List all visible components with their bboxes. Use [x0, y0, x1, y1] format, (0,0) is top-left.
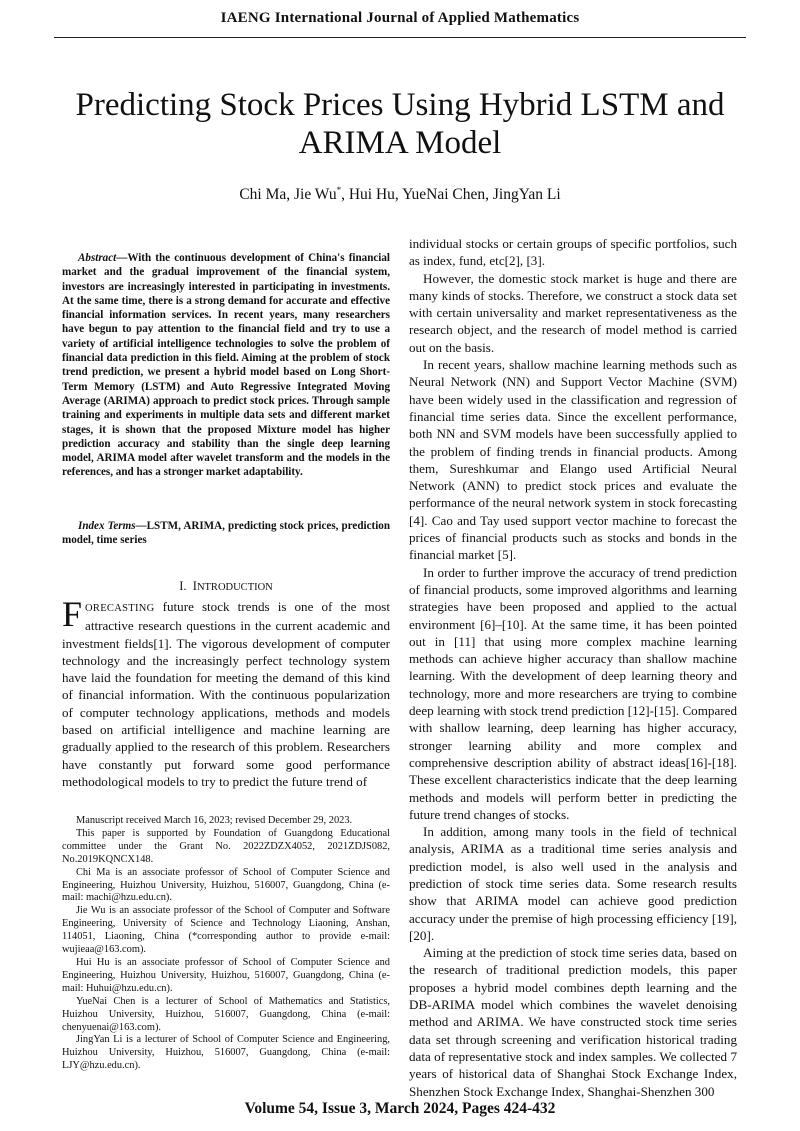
abstract-label: Abstract — [78, 252, 117, 264]
paragraph-hybrid-model: Aiming at the prediction of stock time series data, based on the research of traditional prediction models, this paper proposes a hybrid model combines depth learning and the DB-ARIMA model which combines the wavelet denoising method and ARIMA. We have constructed stock time series data set through screening and verification historical trading data of representative stock and index samples. We collected 7 years of historical data of Shanghai Stock Exchange Index, Shenzhen Stock Exchange Index, Shanghai-Shenzhen 300 — [409, 945, 737, 1099]
intro-smallcaps: ORECASTING — [85, 603, 155, 614]
footnote-rule — [62, 810, 390, 812]
intro-text: future stock trends is one of the most attractive research questions in the current academic and investment fields[1]. The vigorous development of computer technology and the increasingly perfect technology system have laid the foundation for meeting the demand of this kind of financial information. With the continuous popularization of computer technology applications, methods and models based on artificial intelligence and machine learning are gradually applied to the research of this problem. Researchers have constantly put forward some good performance methodological models to try to predict the future trend of — [62, 599, 390, 789]
corresponding-mark: * — [336, 185, 342, 195]
section-title-rest: NTRODUCTION — [196, 582, 273, 593]
section-numeral: I. — [179, 579, 187, 593]
index-terms — [62, 519, 390, 548]
footnotes — [62, 815, 390, 1073]
right-column — [409, 235, 737, 1100]
authors-rest: , Hui Hu, YueNai Chen, JingYan Li — [341, 186, 561, 204]
paragraph-shallow-ml: In recent years, shallow machine learning methods such as Neural Network (NN) and Support Vector Machine (SVM) have been widely used in the classification and regression of financial time series data. Since the excellent performance, both NN and SVM models have been successfully applied to the problem of finding trends in financial products. Among them, Sureshkumar and Elango used Artificial Neural Network (ANN) to predict stock prices and evaluate the performance of the neural network system in stock forecasting [4]. Cao and Tay used support vector machine to forecast the prices of financial products such as stocks and bonds in the financial market [5]. — [409, 357, 737, 563]
paragraph-market: However, the domestic stock market is huge and there are many kinds of stocks. Therefore, we construct a stock data set with certain universality and market representativeness as the research object, and the research of model method is carried out on the basis. — [409, 270, 737, 355]
footnote-yuenai-chen: YueNai Chen is a lecturer of School of Mathematics and Statistics, Huizhou University, Huizhou, 516007, Guangdong, China (e-mail: chenyuenai@163.com). — [62, 995, 390, 1033]
footnote-hui-hu: Hui Hu is an associate professor of School of Computer Science and Engineering, Huizhou University, Huizhou, 516007, Guangdong, China (e-mail: Huhui@hzu.edu.cn). — [62, 956, 390, 994]
abstract — [62, 251, 390, 480]
volume-footer: Volume 54, Issue 3, March 2024, Pages 424-432 — [244, 1100, 556, 1117]
footnote-jie-wu: Jie Wu is an associate professor of the School of Computer and Software Engineering, University of Science and Technology Liaoning, Anshan, 114051, Liaoning, China (*corresponding author to provide e-mail: wujieaa@163.com). — [62, 905, 390, 956]
footnote-received: Manuscript received March 16, 2023; revised December 29, 2023. — [76, 815, 353, 826]
author-list — [0, 185, 800, 204]
journal-header: IAENG International Journal of Applied Mathematics — [220, 10, 580, 26]
index-terms-text: —LSTM, ARIMA, predicting stock prices, prediction model, time series — [62, 520, 390, 547]
paragraph-continued: individual stocks or certain groups of specific portfolios, such as index, fund, etc[2], [3]. — [409, 236, 737, 269]
paragraph-deep-learning: In order to further improve the accuracy of trend prediction of financial products, some improved algorithms and learning strategies have been proposed and applied to the actual environment [6]–[10]. At the same time, it has been pointed out in [11] that using more complex machine learning methods can achieve higher accuracy than shallow machine learning. With the development of deep learning theory and technology, more and more researchers are trying to combine deep learning with stock trend prediction [12]-[15]. Compared with shallow learning, deep learning has higher accuracy, stronger learning ability and more complex and comprehensive description ability of abstract ideas[16]-[18]. These excellent characteristics indicate that the deep learning methods and models will perform better in predicting the future trend changes of stocks. — [409, 564, 737, 822]
section-initial: I — [192, 579, 197, 593]
footnote-support: This paper is supported by Foundation of Guangdong Educational committee under the Grant No. 2022ZDZX4052, 2021ZDJS082, No.2019KQNCX148. — [62, 827, 390, 865]
footnote-chi-ma: Chi Ma is an associate professor of School of Computer Science and Engineering, Huizhou University, Huizhou, 516007, Guangdong, China (e-mail: machi@hzu.edu.cn). — [62, 866, 390, 904]
section-heading-introduction — [62, 579, 390, 594]
paper-title: Predicting Stock Prices Using Hybrid LSTM and ARIMA Model — [75, 87, 725, 161]
drop-cap: F — [62, 594, 83, 634]
footnote-jingyan-li: JingYan Li is a lecturer of School of Computer Science and Engineering, Huizhou University, Huizhou, 516007, Guangdong, China (e-mail: LJY@hzu.edu.cn). — [62, 1034, 390, 1072]
header-rule — [54, 37, 746, 38]
index-terms-label: Index Terms — [78, 520, 136, 532]
authors-first: Chi Ma, Jie Wu — [239, 186, 337, 204]
introduction-paragraph — [62, 594, 390, 790]
abstract-text: —With the continuous development of China's financial market and the gradual improvement of the financial system, investors are increasingly interested in participating in investments. At the same time, there is a strong demand for accurate and effective financial information services. In recent years, many researchers have begun to pay attention to the financial field and try to use a variety of artificial intelligence technologies to solve the problem of financial data prediction in this field. Aiming at the problem of stock trend prediction, we present a hybrid model based on Long Short-Term Memory (LSTM) and Auto Regressive Integrated Moving Average (ARIMA) approach to predict stock prices. Through sample training and experiments in multiple data sets and different market stages, it is shown that the proposed Mixture model has higher prediction accuracy and stability than the single deep learning model, ARIMA model after wavelet transform and the models in the references, and has a stronger market adaptability. — [62, 252, 390, 479]
paragraph-arima: In addition, among many tools in the field of technical analysis, ARIMA as a traditional time series analysis and prediction model, is also well used in the analysis and prediction of stock time series data. Some research results show that ARIMA model can achieve good prediction accuracy under the premise of high processing efficiency [19], [20]. — [409, 824, 737, 943]
